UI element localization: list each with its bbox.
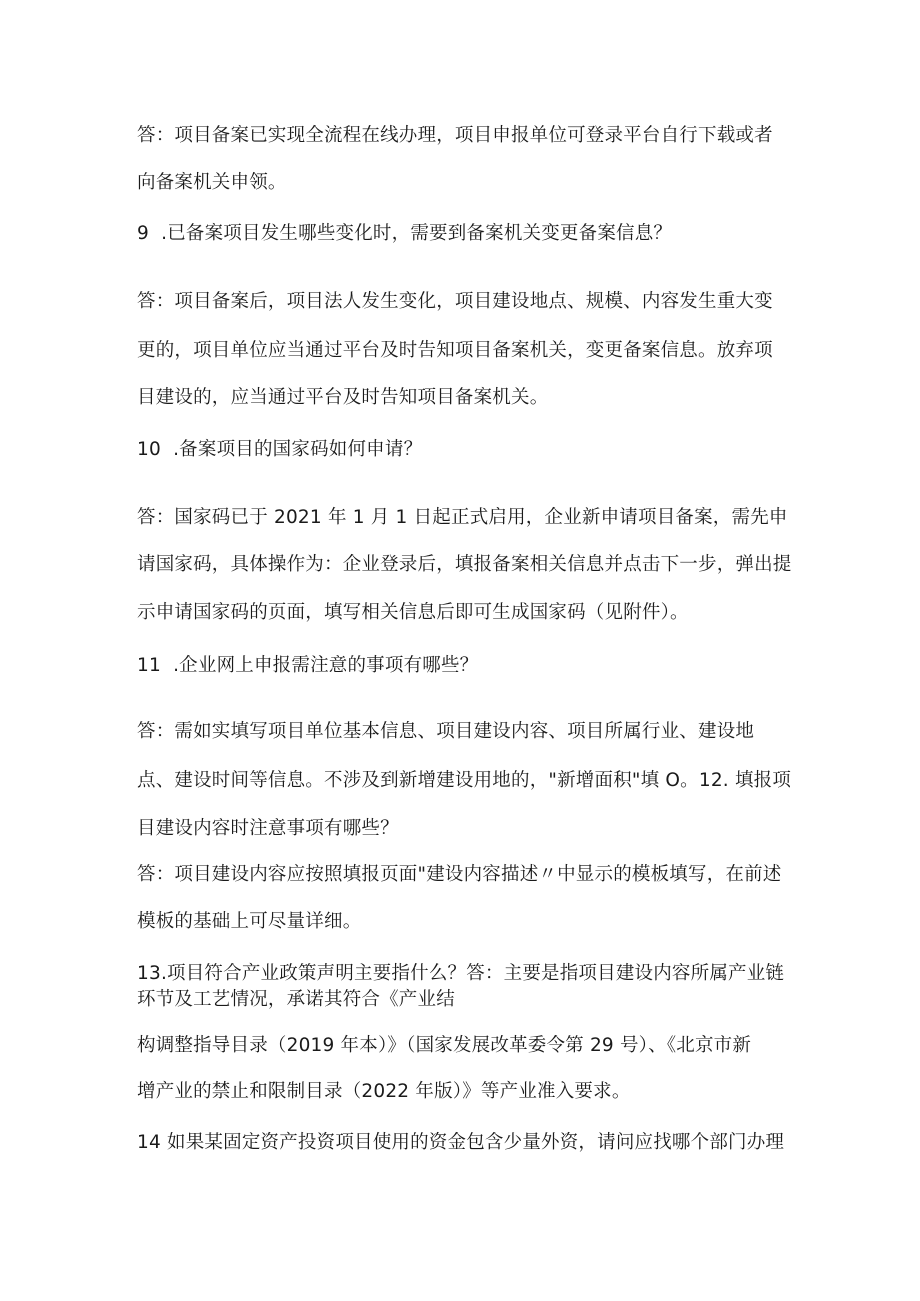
text-line: 更的，项目单位应当通过平台及时告知项目备案机关，变更备案信息。放弃项 bbox=[137, 340, 773, 361]
text-line: 示申请国家码的页面，填写相关信息后即可生成国家码（见附件）。 bbox=[137, 602, 689, 623]
text-line: 答：项目建设内容应按照填报页面"建设内容描述〃中显示的模板填写，在前述 bbox=[137, 864, 782, 885]
text-line: 请国家码，具体操作为：企业登录后，填报备案相关信息并点击下一步，弹出提 bbox=[137, 554, 792, 575]
text-line: 环节及工艺情况，承诺其符合《产业结 bbox=[137, 989, 455, 1010]
text-line: 增产业的禁止和限制目录（2022 年版）》等产业准入要求。 bbox=[137, 1081, 631, 1102]
text-line: 目建设的，应当通过平台及时告知项目备案机关。 bbox=[137, 387, 549, 408]
text-line: 构调整指导目录（2019 年本）》（国家发展改革委令第 29 号）、《北京市新 bbox=[137, 1035, 752, 1056]
text-line: 答：项目备案后，项目法人发生变化，项目建设地点、规模、内容发生重大变 bbox=[137, 291, 773, 312]
question-heading: 13.项目符合产业政策声明主要指什么？答：主要是指项目建设内容所属产业链 bbox=[137, 963, 785, 984]
text-line: 向备案机关申领。 bbox=[137, 172, 287, 193]
text-line: 点、建设时间等信息。不涉及到新增建设用地的，"新增面积"填 O。12. 填报项 bbox=[137, 770, 792, 791]
question-heading: 14 如果某固定资产投资项目使用的资金包含少量外资，请问应找哪个部门办理 bbox=[137, 1132, 785, 1153]
text-line: 答：需如实填写项目单位基本信息、项目建设内容、项目所属行业、建设地 bbox=[137, 721, 755, 742]
text-line: 答：项目备案已实现全流程在线办理，项目申报单位可登录平台自行下载或者 bbox=[137, 125, 773, 146]
text-line: 目建设内容时注意事项有哪些？ bbox=[137, 818, 399, 839]
text-line: 模板的基础上可尽量详细。 bbox=[137, 911, 362, 932]
text-line: 答：国家码已于 2021 年 1 月 1 日起正式启用，企业新申请项目备案，需先申 bbox=[137, 507, 788, 528]
question-heading: 11 .企业网上申报需注意的事项有哪些？ bbox=[137, 655, 479, 676]
question-heading: 9 .已备案项目发生哪些变化时，需要到备案机关变更备案信息？ bbox=[137, 223, 673, 244]
question-heading: 10 .备案项目的国家码如何申请？ bbox=[137, 439, 423, 460]
